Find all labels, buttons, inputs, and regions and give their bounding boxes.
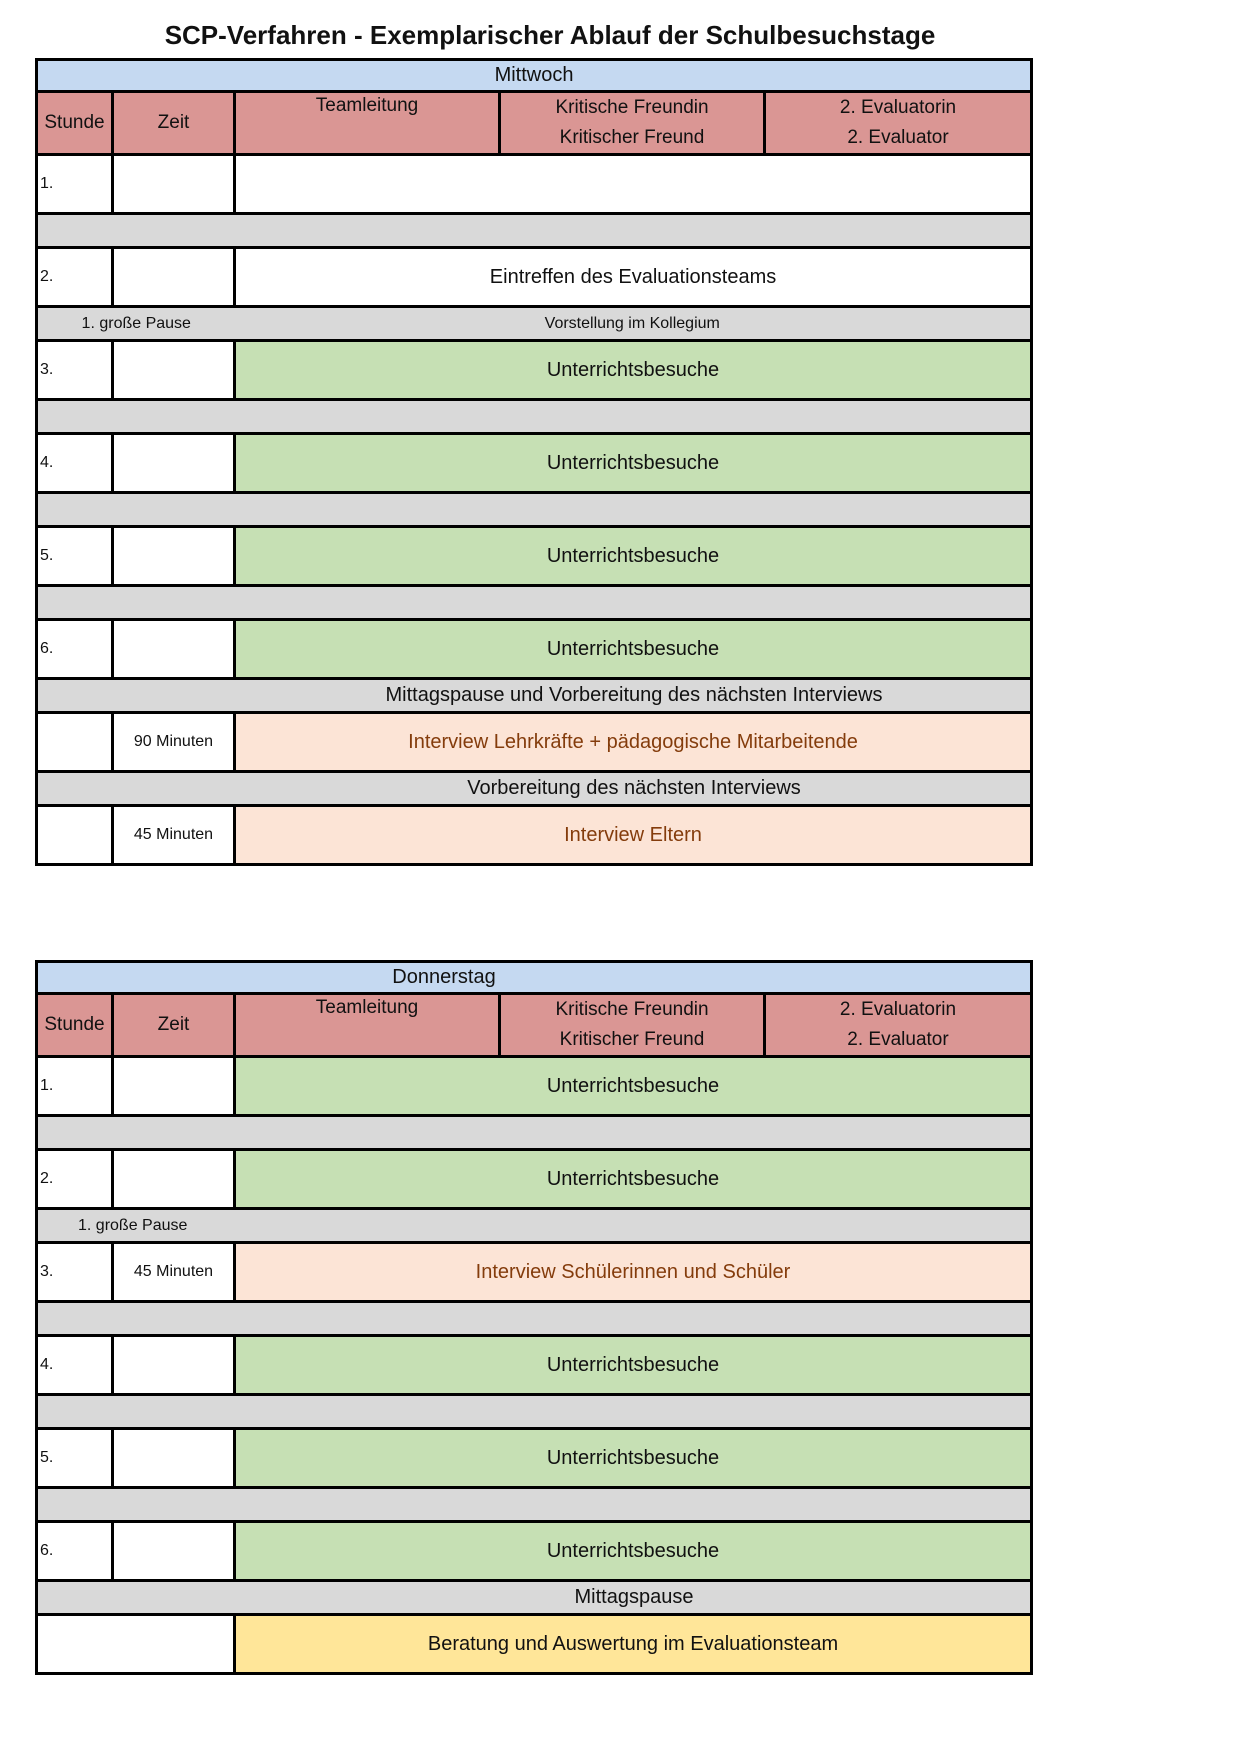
zeit-cell	[113, 341, 235, 400]
schedule-donnerstag	[35, 960, 1033, 1675]
break-row	[37, 1116, 1032, 1150]
table-row	[37, 341, 1032, 400]
day-header: Mittwoch	[37, 60, 1032, 92]
activity-cell: Unterrichtsbesuche	[235, 1336, 1032, 1395]
column-header-row	[37, 994, 1032, 1057]
table-row	[37, 1429, 1032, 1488]
break-row	[37, 1488, 1032, 1522]
break-row	[37, 307, 1032, 341]
zeit-cell	[113, 1057, 235, 1116]
stunde-cell: 2.	[37, 248, 113, 307]
header-teamleitung: Teamleitung	[235, 994, 500, 1057]
activity-cell: Beratung und Auswertung im Evaluationsteam	[235, 1615, 1032, 1674]
break-row	[37, 400, 1032, 434]
break-row	[37, 679, 1032, 713]
activity-cell: Unterrichtsbesuche	[235, 527, 1032, 586]
break-row	[37, 1395, 1032, 1429]
zeit-cell	[113, 155, 235, 214]
stunde-cell: 5.	[37, 527, 113, 586]
zeit-cell	[113, 1336, 235, 1395]
break-label: 1. große Pause	[37, 307, 235, 341]
day-header: Donnerstag	[37, 962, 1032, 994]
break-row	[37, 1302, 1032, 1336]
zeit-cell: 45 Minuten	[113, 1243, 235, 1302]
zeit-cell	[113, 620, 235, 679]
stunde-cell: 1.	[37, 1057, 113, 1116]
table-row	[37, 713, 1032, 772]
break-row	[37, 772, 1032, 806]
stunde-cell: 2.	[37, 1150, 113, 1209]
header-zeit: Zeit	[113, 994, 235, 1057]
stunde-cell: 3.	[37, 1243, 113, 1302]
activity-cell: Interview Schülerinnen und Schüler	[235, 1243, 1032, 1302]
stunde-cell: 4.	[37, 1336, 113, 1395]
table-row	[37, 434, 1032, 493]
break-row	[37, 493, 1032, 527]
table-row	[37, 1057, 1032, 1116]
table-row	[37, 155, 1032, 214]
zeit-cell: 45 Minuten	[113, 806, 235, 865]
stunde-cell: 4.	[37, 434, 113, 493]
table-row	[37, 1150, 1032, 1209]
zeit-cell	[113, 248, 235, 307]
zeit-cell	[113, 434, 235, 493]
activity-cell: Unterrichtsbesuche	[235, 1429, 1032, 1488]
stunde-cell: 1.	[37, 155, 113, 214]
break-row	[37, 586, 1032, 620]
activity-cell: Interview Lehrkräfte + pädagogische Mitarbeitende	[235, 713, 1032, 772]
header-kritisch-2: Kritischer Freund	[559, 1029, 705, 1050]
header-kritisch-2: Kritischer Freund	[559, 127, 705, 148]
table-row	[37, 1336, 1032, 1395]
header-eval-2: 2. Evaluator	[847, 127, 949, 148]
header-eval-1: 2. Evaluatorin	[839, 97, 957, 118]
header-zeit: Zeit	[113, 92, 235, 155]
header-kritische-freundin	[500, 994, 765, 1057]
activity-cell: Interview Eltern	[235, 806, 1032, 865]
lunch-break-label: Mittagspause	[37, 1581, 1032, 1615]
stunde-cell: 3.	[37, 341, 113, 400]
zeit-cell	[113, 527, 235, 586]
zeit-cell: 90 Minuten	[113, 713, 235, 772]
table-row	[37, 1615, 1032, 1674]
header-teamleitung: Teamleitung	[235, 92, 500, 155]
stunde-cell	[37, 713, 113, 772]
activity-cell: Unterrichtsbesuche	[235, 341, 1032, 400]
break-label: 1. große Pause	[37, 1209, 1032, 1243]
activity-cell: Unterrichtsbesuche	[235, 620, 1032, 679]
header-eval-2: 2. Evaluator	[847, 1029, 949, 1050]
break-row	[37, 1581, 1032, 1615]
table-row	[37, 527, 1032, 586]
activity-cell: Unterrichtsbesuche	[235, 1057, 1032, 1116]
header-kritisch-1: Kritische Freundin	[555, 97, 709, 118]
table-row	[37, 806, 1032, 865]
lunch-break-label: Mittagspause und Vorbereitung des nächsten Interviews	[37, 679, 1032, 713]
schedule-mittwoch	[35, 58, 1033, 866]
header-stunde: Stunde	[37, 92, 113, 155]
activity-cell	[235, 155, 1032, 214]
stunde-cell	[37, 806, 113, 865]
prep-break-label: Vorbereitung des nächsten Interviews	[37, 772, 1032, 806]
zeit-cell	[113, 1522, 235, 1581]
header-kritisch-1: Kritische Freundin	[555, 999, 709, 1020]
activity-cell: Unterrichtsbesuche	[235, 1150, 1032, 1209]
stunde-cell: 5.	[37, 1429, 113, 1488]
table-row	[37, 1243, 1032, 1302]
table-row	[37, 248, 1032, 307]
break-row	[37, 214, 1032, 248]
activity-cell: Unterrichtsbesuche	[235, 434, 1032, 493]
header-evaluator	[765, 994, 1032, 1057]
header-eval-1: 2. Evaluatorin	[839, 999, 957, 1020]
column-header-row	[37, 92, 1032, 155]
table-row	[37, 1522, 1032, 1581]
break-row	[37, 1209, 1032, 1243]
page-title: SCP-Verfahren - Exemplarischer Ablauf der Schulbesuchstage	[164, 20, 936, 50]
time-cell	[37, 1615, 235, 1674]
table-row	[37, 620, 1032, 679]
zeit-cell	[113, 1150, 235, 1209]
stunde-cell: 6.	[37, 1522, 113, 1581]
zeit-cell	[113, 1429, 235, 1488]
break-activity: Vorstellung im Kollegium	[235, 307, 1032, 341]
stunde-cell: 6.	[37, 620, 113, 679]
header-kritische-freundin	[500, 92, 765, 155]
header-evaluator	[765, 92, 1032, 155]
header-stunde: Stunde	[37, 994, 113, 1057]
activity-cell: Eintreffen des Evaluationsteams	[235, 248, 1032, 307]
activity-cell: Unterrichtsbesuche	[235, 1522, 1032, 1581]
